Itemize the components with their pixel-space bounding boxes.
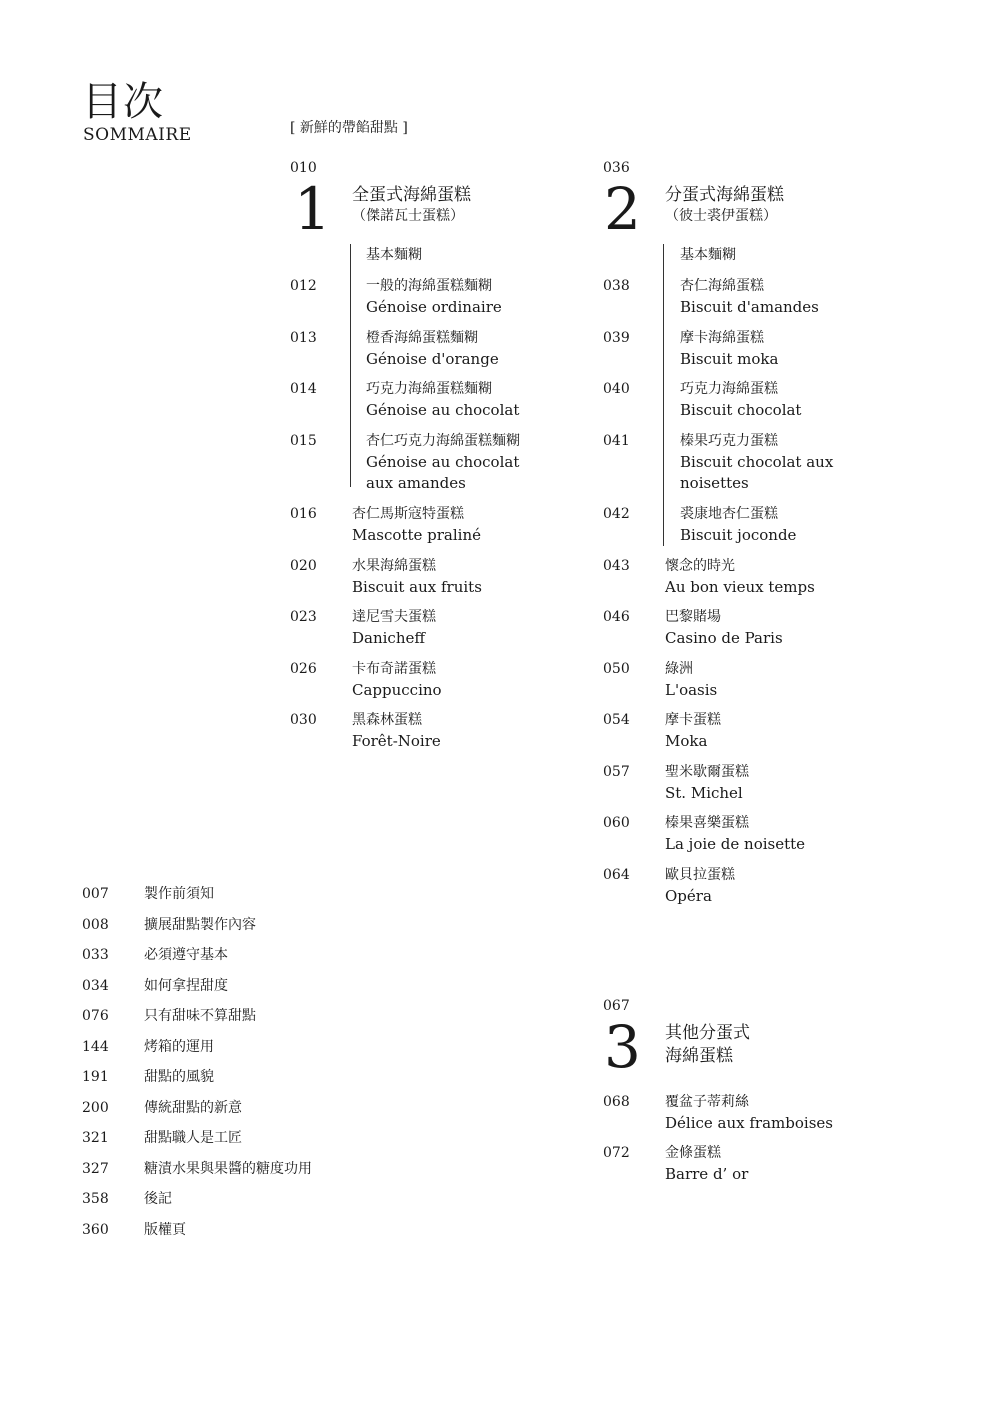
chapter-title-continued: 海綿蛋糕 [665, 1046, 733, 1066]
entry-page: 042 [603, 506, 630, 522]
entry-title-fr: Casino de Paris [665, 629, 783, 647]
entry-page: 191 [82, 1069, 109, 1085]
entry-title-zh: 聖米歇爾蛋糕 [665, 764, 749, 780]
toc-entry[interactable] [290, 710, 441, 752]
entry-title-fr: Génoise d'orange [366, 350, 499, 368]
chapter-subtitle: （傑諾瓦士蛋糕） [352, 208, 464, 224]
toc-entry[interactable] [603, 379, 801, 421]
entry-page: 321 [82, 1130, 109, 1146]
misc-entry[interactable] [82, 1189, 172, 1209]
entry-page: 016 [290, 506, 317, 522]
entry-title-fr: Biscuit chocolat [680, 401, 802, 419]
entry-page: 358 [82, 1191, 109, 1207]
entry-title-zh: 榛果巧克力蛋糕 [680, 433, 778, 449]
entry-title-zh: 黑森林蛋糕 [352, 712, 422, 728]
entry-title-fr: Biscuit moka [680, 350, 779, 368]
entry-page: 043 [603, 558, 630, 574]
entry-title-zh: 後記 [144, 1191, 172, 1207]
entry-title-zh: 卡布奇諾蛋糕 [352, 661, 436, 677]
toc-entry[interactable] [603, 710, 721, 752]
toc-entry[interactable] [290, 504, 481, 546]
chapter-page: 067 [603, 998, 630, 1014]
entry-page: 015 [290, 433, 317, 449]
entry-title-fr: Moka [665, 732, 708, 750]
entry-title-zh: 製作前須知 [144, 886, 214, 902]
toc-entry[interactable] [290, 607, 436, 649]
entry-title-zh: 版權頁 [144, 1222, 186, 1238]
entry-title-fr: Biscuit aux fruits [352, 578, 482, 596]
entry-title-zh: 裘康地杏仁蛋糕 [680, 506, 778, 522]
entry-title-fr: Barre d’ or [665, 1165, 749, 1183]
entry-page: 030 [290, 712, 317, 728]
misc-entry[interactable] [82, 1159, 312, 1179]
entry-title-zh: 一般的海綿蛋糕麵糊 [366, 278, 492, 294]
toc-entry[interactable] [603, 328, 778, 370]
entry-page: 050 [603, 661, 630, 677]
toc-entry[interactable] [603, 1143, 748, 1185]
entry-title-zh: 擴展甜點製作內容 [144, 917, 256, 933]
entry-title-fr: La joie de noisette [665, 835, 806, 853]
entry-title-zh: 必須遵守基本 [144, 947, 228, 963]
entry-title-zh: 金條蛋糕 [665, 1145, 721, 1161]
toc-entry[interactable] [603, 607, 783, 649]
toc-entry[interactable] [290, 556, 482, 598]
toc-entry[interactable] [603, 276, 819, 318]
entry-title-zh: 覆盆子蒂莉絲 [665, 1094, 749, 1110]
toc-entry[interactable] [603, 504, 796, 546]
entry-page: 023 [290, 609, 317, 625]
entry-title-fr: Génoise au chocolat [366, 401, 520, 419]
misc-entry[interactable] [82, 1220, 186, 1240]
entry-title-zh: 巧克力海綿蛋糕麵糊 [366, 381, 492, 397]
entry-page: 060 [603, 815, 630, 831]
chapter-subtitle: （彼士裘伊蛋糕） [665, 208, 777, 224]
misc-entry[interactable] [82, 1067, 214, 1087]
page-title: 目次 [82, 79, 164, 125]
chapter-page: 036 [603, 160, 630, 176]
misc-entry[interactable] [82, 945, 228, 965]
toc-entry[interactable] [603, 1092, 833, 1134]
entry-title-zh: 摩卡蛋糕 [665, 712, 721, 728]
entry-page: 026 [290, 661, 317, 677]
entry-page: 014 [290, 381, 317, 397]
toc-entry[interactable] [290, 276, 502, 318]
entry-page: 038 [603, 278, 630, 294]
toc-entry[interactable] [290, 659, 442, 701]
toc-entry[interactable] [290, 328, 499, 370]
entry-title-zh: 甜點職人是工匠 [144, 1130, 242, 1146]
entry-title-zh: 巧克力海綿蛋糕 [680, 381, 778, 397]
chapter-page: 010 [290, 160, 317, 176]
entry-page: 033 [82, 947, 109, 963]
subsection-heading: 基本麵糊 [680, 247, 736, 263]
entry-title-fr: Mascotte praliné [352, 526, 481, 544]
chapter-title: 分蛋式海綿蛋糕 [665, 185, 784, 205]
entry-title-fr: Délice aux framboises [665, 1114, 833, 1132]
entry-page: 068 [603, 1094, 630, 1110]
entry-title-fr: Génoise au chocolat [366, 453, 520, 471]
entry-title-fr: Danicheff [352, 629, 426, 647]
entry-page: 327 [82, 1161, 109, 1177]
entry-title-zh: 傳統甜點的新意 [144, 1100, 242, 1116]
entry-title-fr: Biscuit joconde [680, 526, 797, 544]
entry-page: 046 [603, 609, 630, 625]
entry-title-zh: 歐貝拉蛋糕 [665, 867, 735, 883]
entry-title-zh: 榛果喜樂蛋糕 [665, 815, 749, 831]
entry-title-zh: 糖漬水果與果醬的糖度功用 [144, 1161, 312, 1177]
toc-entry[interactable] [290, 431, 520, 494]
chapter-number: 1 [294, 175, 331, 243]
entry-page: 057 [603, 764, 630, 780]
entry-title-zh: 懷念的時光 [665, 558, 735, 574]
entry-page: 034 [82, 978, 109, 994]
misc-entry[interactable] [82, 1098, 242, 1118]
entry-title-zh: 達尼雪夫蛋糕 [352, 609, 436, 625]
entry-title-fr: Biscuit d'amandes [680, 298, 819, 316]
entry-title-fr: Biscuit chocolat aux [680, 453, 834, 471]
entry-page: 360 [82, 1222, 109, 1238]
misc-entry[interactable] [82, 915, 256, 935]
toc-entry[interactable] [603, 813, 805, 855]
entry-title-zh: 只有甜味不算甜點 [144, 1008, 256, 1024]
misc-entry[interactable] [82, 1037, 214, 1057]
entry-page: 007 [82, 886, 109, 902]
page-title-french: SOMMAIRE [83, 125, 192, 145]
entry-page: 072 [603, 1145, 630, 1161]
entry-title-zh: 杏仁海綿蛋糕 [680, 278, 764, 294]
entry-title-zh: 甜點的風貌 [144, 1069, 214, 1085]
entry-title-zh: 水果海綿蛋糕 [352, 558, 436, 574]
entry-title-zh: 如何拿捏甜度 [144, 978, 228, 994]
entry-title-zh: 杏仁馬斯寇特蛋糕 [352, 506, 464, 522]
entry-title-zh: 摩卡海綿蛋糕 [680, 330, 764, 346]
toc-entry[interactable] [603, 431, 833, 494]
entry-title-zh: 橙香海綿蛋糕麵糊 [366, 330, 478, 346]
entry-title-fr: Au bon vieux temps [665, 578, 815, 596]
entry-title-zh: 杏仁巧克力海綿蛋糕麵糊 [366, 433, 520, 449]
entry-page: 013 [290, 330, 317, 346]
misc-entry[interactable] [82, 976, 228, 996]
entry-page: 064 [603, 867, 630, 883]
entry-title-zh: 巴黎賭場 [665, 609, 721, 625]
entry-page: 200 [82, 1100, 109, 1116]
chapter-number: 2 [604, 175, 641, 243]
entry-page: 008 [82, 917, 109, 933]
chapter-title: 其他分蛋式 [665, 1023, 750, 1043]
entry-title-zh: 綠洲 [665, 661, 693, 677]
section-subtitle: [ 新鮮的帶餡甜點 ] [290, 120, 408, 136]
chapter-number: 3 [604, 1013, 641, 1081]
entry-title-fr-continued: noisettes [680, 474, 749, 492]
entry-title-fr: Forêt-Noire [352, 732, 441, 750]
entry-title-fr: Génoise ordinaire [366, 298, 502, 316]
toc-entry[interactable] [603, 762, 749, 804]
misc-entry[interactable] [82, 884, 214, 904]
toc-entry[interactable] [290, 379, 519, 421]
entry-page: 076 [82, 1008, 109, 1024]
entry-title-zh: 烤箱的運用 [144, 1039, 214, 1055]
entry-page: 054 [603, 712, 630, 728]
entry-page: 039 [603, 330, 630, 346]
toc-entry[interactable] [603, 865, 735, 907]
chapter-title: 全蛋式海綿蛋糕 [352, 185, 471, 205]
entry-page: 012 [290, 278, 317, 294]
entry-page: 041 [603, 433, 630, 449]
entry-title-fr: L'oasis [665, 681, 718, 699]
entry-title-fr: Cappuccino [352, 681, 442, 699]
toc-entry[interactable] [603, 659, 717, 701]
misc-entry[interactable] [82, 1128, 242, 1148]
entry-title-fr: Opéra [665, 887, 712, 905]
entry-page: 020 [290, 558, 317, 574]
misc-entry[interactable] [82, 1006, 256, 1026]
entry-title-fr-continued: aux amandes [366, 474, 466, 492]
entry-page: 040 [603, 381, 630, 397]
subsection-heading: 基本麵糊 [366, 247, 422, 263]
entry-page: 144 [82, 1039, 109, 1055]
entry-title-fr: St. Michel [665, 784, 743, 802]
toc-entry[interactable] [603, 556, 815, 598]
